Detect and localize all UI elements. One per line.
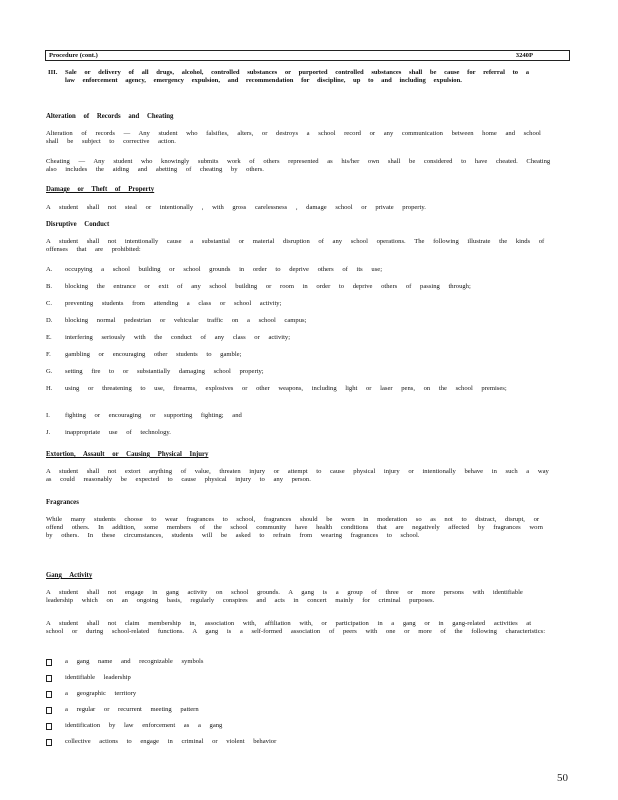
list-item: B. blocking the entrance or exit of any school building or room in order to deprive others of passing through; (46, 283, 471, 290)
list-item: a gang name and recognizable symbols (46, 658, 552, 666)
section-heading-damage: Damage or Theft of Property (46, 186, 155, 193)
list-item: C. preventing students from attending a class or school activity; (46, 300, 282, 307)
section-heading-disruptive: Disruptive Conduct (46, 221, 110, 228)
list-item: a geographic territory (46, 690, 552, 698)
checkbox-bullet-icon (46, 739, 52, 746)
intro-paragraph (48, 69, 540, 85)
list-item: D. blocking normal pedestrian or vehicular traffic on a school campus; (46, 317, 307, 324)
fragrances-paragraph: While many students choose to wear fragrances to school, fragrances should be worn in moderation so as not to distract, disrupt, or offend others. In addition, some members of the school community have health conditions that are negatively affected by fragrances worn by others. In these circumstances, students will be asked to refrain from wearing fragrances to school. (46, 516, 543, 540)
list-item: I. fighting or encouraging or supporting fighting; and (46, 412, 242, 419)
intro-number: III. (48, 69, 58, 76)
alteration-paragraph-1: Alteration of records — Any student who falsifies, alters, or destroys a school record or any communication between home and school shall be subject to corrective action. (46, 130, 541, 146)
list-item: A. occupying a school building or school grounds in order to deprive others of its use; (46, 266, 383, 273)
section-heading-extortion: Extortion, Assault or Causing Physical Injury (46, 451, 209, 458)
list-item: F. gambling or encouraging other students to gamble; (46, 351, 242, 358)
gang-paragraph-1: A student shall not engage in gang activity on school grounds. A gang is a group of three or more persons with identifiable leadership which on an ongoing basis, regularly conspires and acts in concert mainly for criminal purposes. (46, 589, 523, 605)
section-heading-fragrances: Fragrances (46, 499, 79, 506)
list-item: E. interfering seriously with the conduct of any class or activity; (46, 334, 291, 341)
procedure-header (45, 50, 570, 61)
page-number: 50 (557, 772, 568, 784)
damage-paragraph: A student shall not steal or intentionally , with gross carelessness , damage school or private property. (46, 204, 426, 211)
alteration-paragraph-2: Cheating — Any student who knowingly submits work of others represented as his/her own shall be considered to have cheated. Cheating also includes the aiding and abetting of cheating by others. (46, 158, 551, 174)
checkbox-bullet-icon (46, 707, 52, 714)
intro-text: Sale or delivery of all drugs, alcohol, controlled substances or purported controlled substances shall be cause for referral to a law enforcement agency, emergency expulsion, and recommendation for discipline, up to and including expulsion. (65, 69, 530, 85)
list-item: a regular or recurrent meeting pattern (46, 706, 552, 714)
list-item: collective actions to engage in criminal or violent behavior (46, 738, 552, 746)
list-item: H. using or threatening to use, firearms, explosives or other weapons, including light or laser pens, on the school premises; (46, 385, 507, 392)
gang-paragraph-2: A student shall not claim membership in, association with, affiliation with, or participation in a gang or in gang-related activities at school or during school-related functions. A gang is a self-formed association of peers with one or more of the following characteristics: (46, 620, 546, 636)
checkbox-bullet-icon (46, 691, 52, 698)
extortion-paragraph: A student shall not extort anything of value, threaten injury or attempt to cause physical injury or intentionally behave in such a way as could reasonably be expected to cause physical injury to any person. (46, 468, 549, 484)
header-code: 3240P (515, 52, 533, 59)
header-title: Procedure (cont.) (49, 52, 98, 59)
checkbox-bullet-icon (46, 723, 52, 730)
list-item: J. inappropriate use of technology. (46, 429, 171, 436)
section-heading-alteration: Alteration of Records and Cheating (46, 113, 174, 120)
list-item: G. setting fire to or substantially damaging school property; (46, 368, 264, 375)
checkbox-bullet-icon (46, 675, 52, 682)
checkbox-bullet-icon (46, 659, 52, 666)
disruptive-paragraph: A student shall not intentionally cause a substantial or material disruption of any school operations. The following illustrate the kinds of offenses that are prohibited: (46, 238, 545, 254)
list-item: identifiable leadership (46, 674, 552, 682)
section-heading-gang: Gang Activity (46, 572, 93, 579)
list-item: identification by law enforcement as a gang (46, 722, 552, 730)
